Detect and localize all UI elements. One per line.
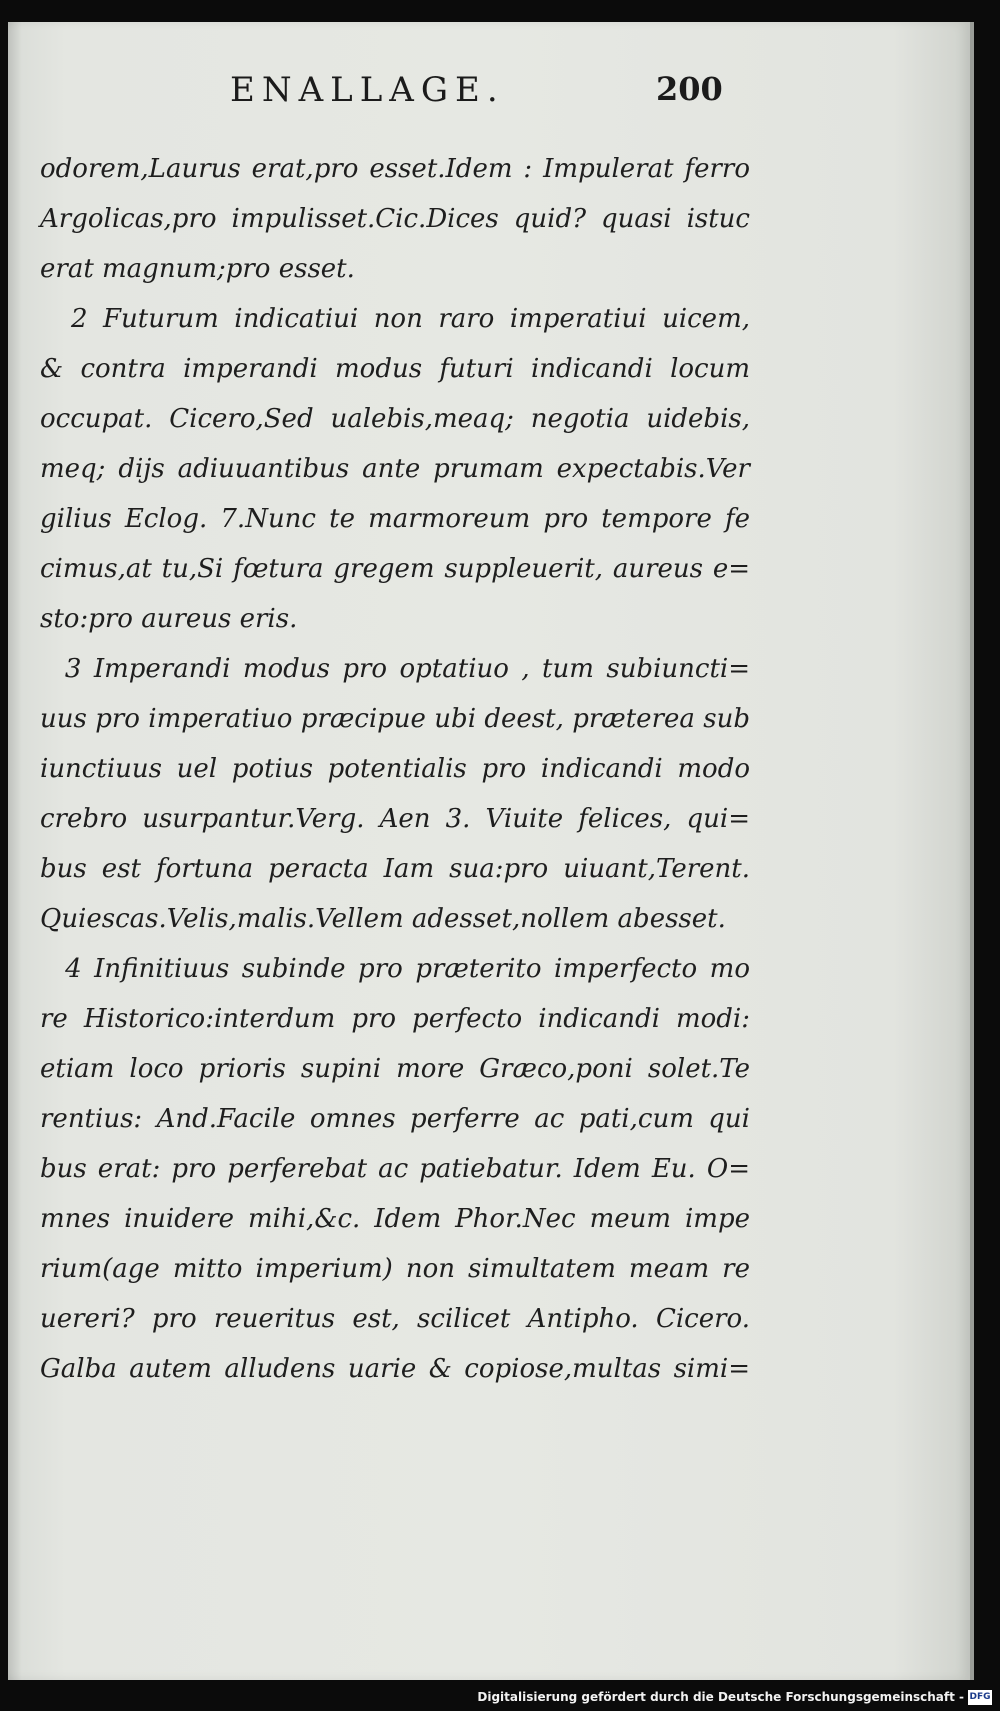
- digitization-credit-bar: [0, 1686, 1000, 1711]
- text-line: 2 Futurum indicatiui non raro imperatiui uicem,: [40, 304, 750, 334]
- page-header: [8, 70, 970, 130]
- text-line: uereri? pro reueritus est, scilicet Antipho. Cicero.: [40, 1304, 750, 1334]
- text-line: gilius Eclog. 7.Nunc te marmoreum pro tempore fe: [40, 504, 750, 534]
- body-text: [40, 144, 750, 1394]
- text-line: Galba autem alludens uarie & copiose,multas simi=: [40, 1354, 750, 1384]
- running-head: ENALLAGE.: [230, 70, 505, 110]
- text-line: cimus,at tu,Si fœtura gregem suppleuerit, aureus e=: [40, 554, 750, 584]
- text-line: erat magnum;pro esset.: [40, 254, 355, 284]
- text-line: rentius: And.Facile omnes perferre ac pati,cum qui: [40, 1104, 750, 1134]
- text-line: bus erat: pro perferebat ac patiebatur. Idem Eu. O=: [40, 1154, 750, 1184]
- text-line: re Historico:interdum pro perfecto indicandi modi:: [40, 1004, 750, 1034]
- text-line: etiam loco prioris supini more Græco,poni solet.Te: [40, 1054, 750, 1084]
- text-line: bus est fortuna peracta Iam sua:pro uiuant,Terent.: [40, 854, 750, 884]
- dfg-logo: DFG: [968, 1690, 992, 1705]
- text-line: occupat. Cicero,Sed ualebis,meaq; negotia uidebis,: [40, 404, 750, 434]
- text-line: & contra imperandi modus futuri indicandi locum: [40, 354, 750, 384]
- page-number: 200: [656, 70, 723, 108]
- text-line: Quiescas.Velis,malis.Vellem adesset,nollem abesset.: [40, 904, 726, 934]
- text-line: uus pro imperatiuo præcipue ubi deest, præterea sub: [40, 704, 750, 734]
- text-line: meq; dijs adiuuantibus ante prumam expectabis.Ver: [40, 454, 750, 484]
- text-line: mnes inuidere mihi,&c. Idem Phor.Nec meum impe: [40, 1204, 750, 1234]
- text-line: odorem,Laurus erat,pro esset.Idem : Impulerat ferro: [40, 154, 750, 184]
- text-line: 3 Imperandi modus pro optatiuo , tum subiuncti=: [40, 654, 750, 684]
- gutter-shadow: [8, 22, 22, 1680]
- text-line: rium(age mitto imperium) non simultatem meam re: [40, 1254, 750, 1284]
- text-line: sto:pro aureus eris.: [40, 604, 298, 634]
- text-line: iunctiuus uel potius potentialis pro indicandi modo: [40, 754, 750, 784]
- text-line: crebro usurpantur.Verg. Aen 3. Viuite felices, qui=: [40, 804, 750, 834]
- book-page: [8, 22, 974, 1680]
- text-line: Argolicas,pro impulisset.Cic.Dices quid? quasi istuc: [40, 204, 750, 234]
- funding-credit: Digitalisierung gefördert durch die Deutsche Forschungsgemeinschaft -: [477, 1690, 964, 1704]
- text-line: 4 Infinitiuus subinde pro præterito imperfecto mo: [40, 954, 750, 984]
